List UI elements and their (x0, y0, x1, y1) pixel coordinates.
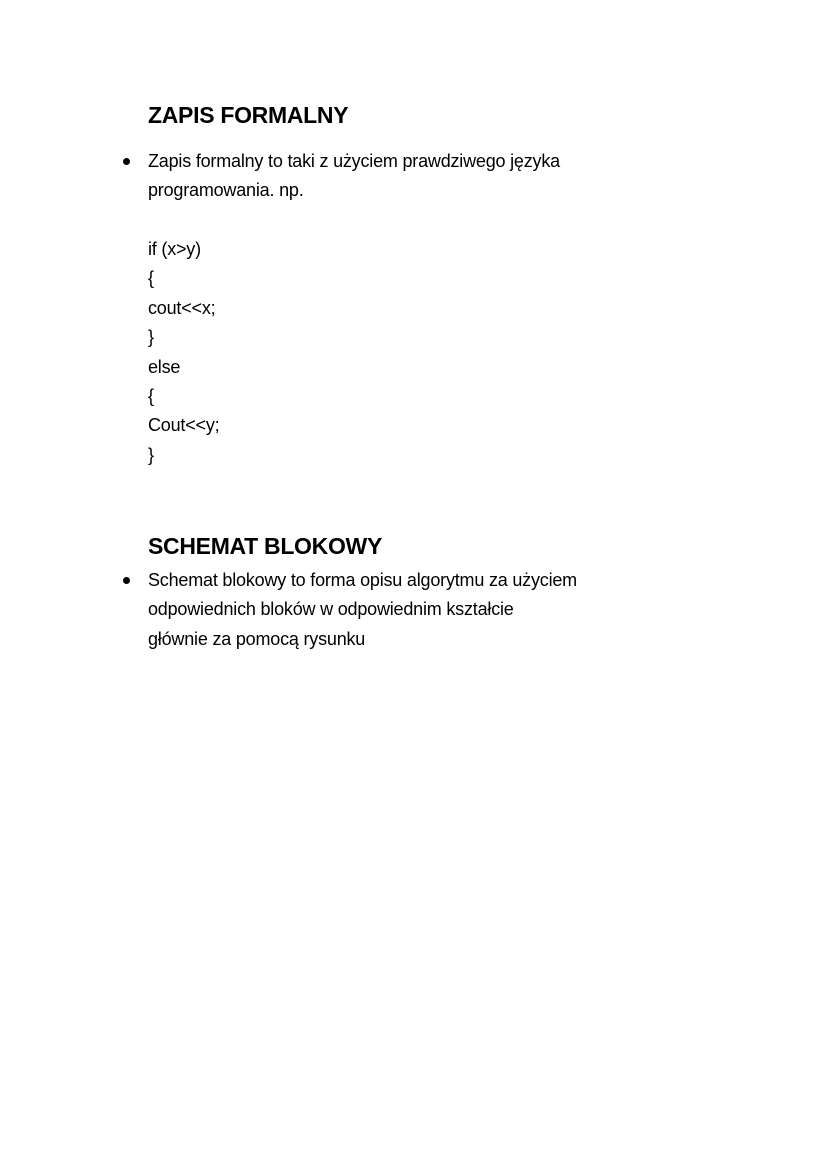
bullet-icon (123, 158, 130, 165)
text-line: Schemat blokowy to forma opisu algorytmu za użyciem (148, 570, 577, 590)
code-line: cout<<x; (148, 297, 216, 318)
code-line: } (148, 444, 154, 465)
section-heading-schemat-blokowy: SCHEMAT BLOKOWY (148, 533, 383, 559)
text-line: programowania. np. (148, 180, 304, 201)
section1-bullet-text (148, 147, 560, 206)
section-heading-zapis-formalny: ZAPIS FORMALNY (148, 102, 349, 128)
bullet-icon (123, 577, 130, 584)
text-line: odpowiednich bloków w odpowiednim kształcie (148, 599, 514, 620)
code-line: if (x>y) (148, 239, 201, 259)
text-line: głównie za pomocą rysunku (148, 628, 366, 649)
text-line: Zapis formalny to taki z użyciem prawdziwego języka (148, 151, 560, 171)
section2-bullet-text (148, 566, 577, 654)
code-line: Cout<<y; (148, 415, 220, 436)
code-example (148, 235, 219, 470)
code-line: { (148, 268, 154, 289)
code-line: } (148, 327, 154, 348)
code-line: else (148, 356, 181, 377)
code-line: { (148, 385, 154, 406)
